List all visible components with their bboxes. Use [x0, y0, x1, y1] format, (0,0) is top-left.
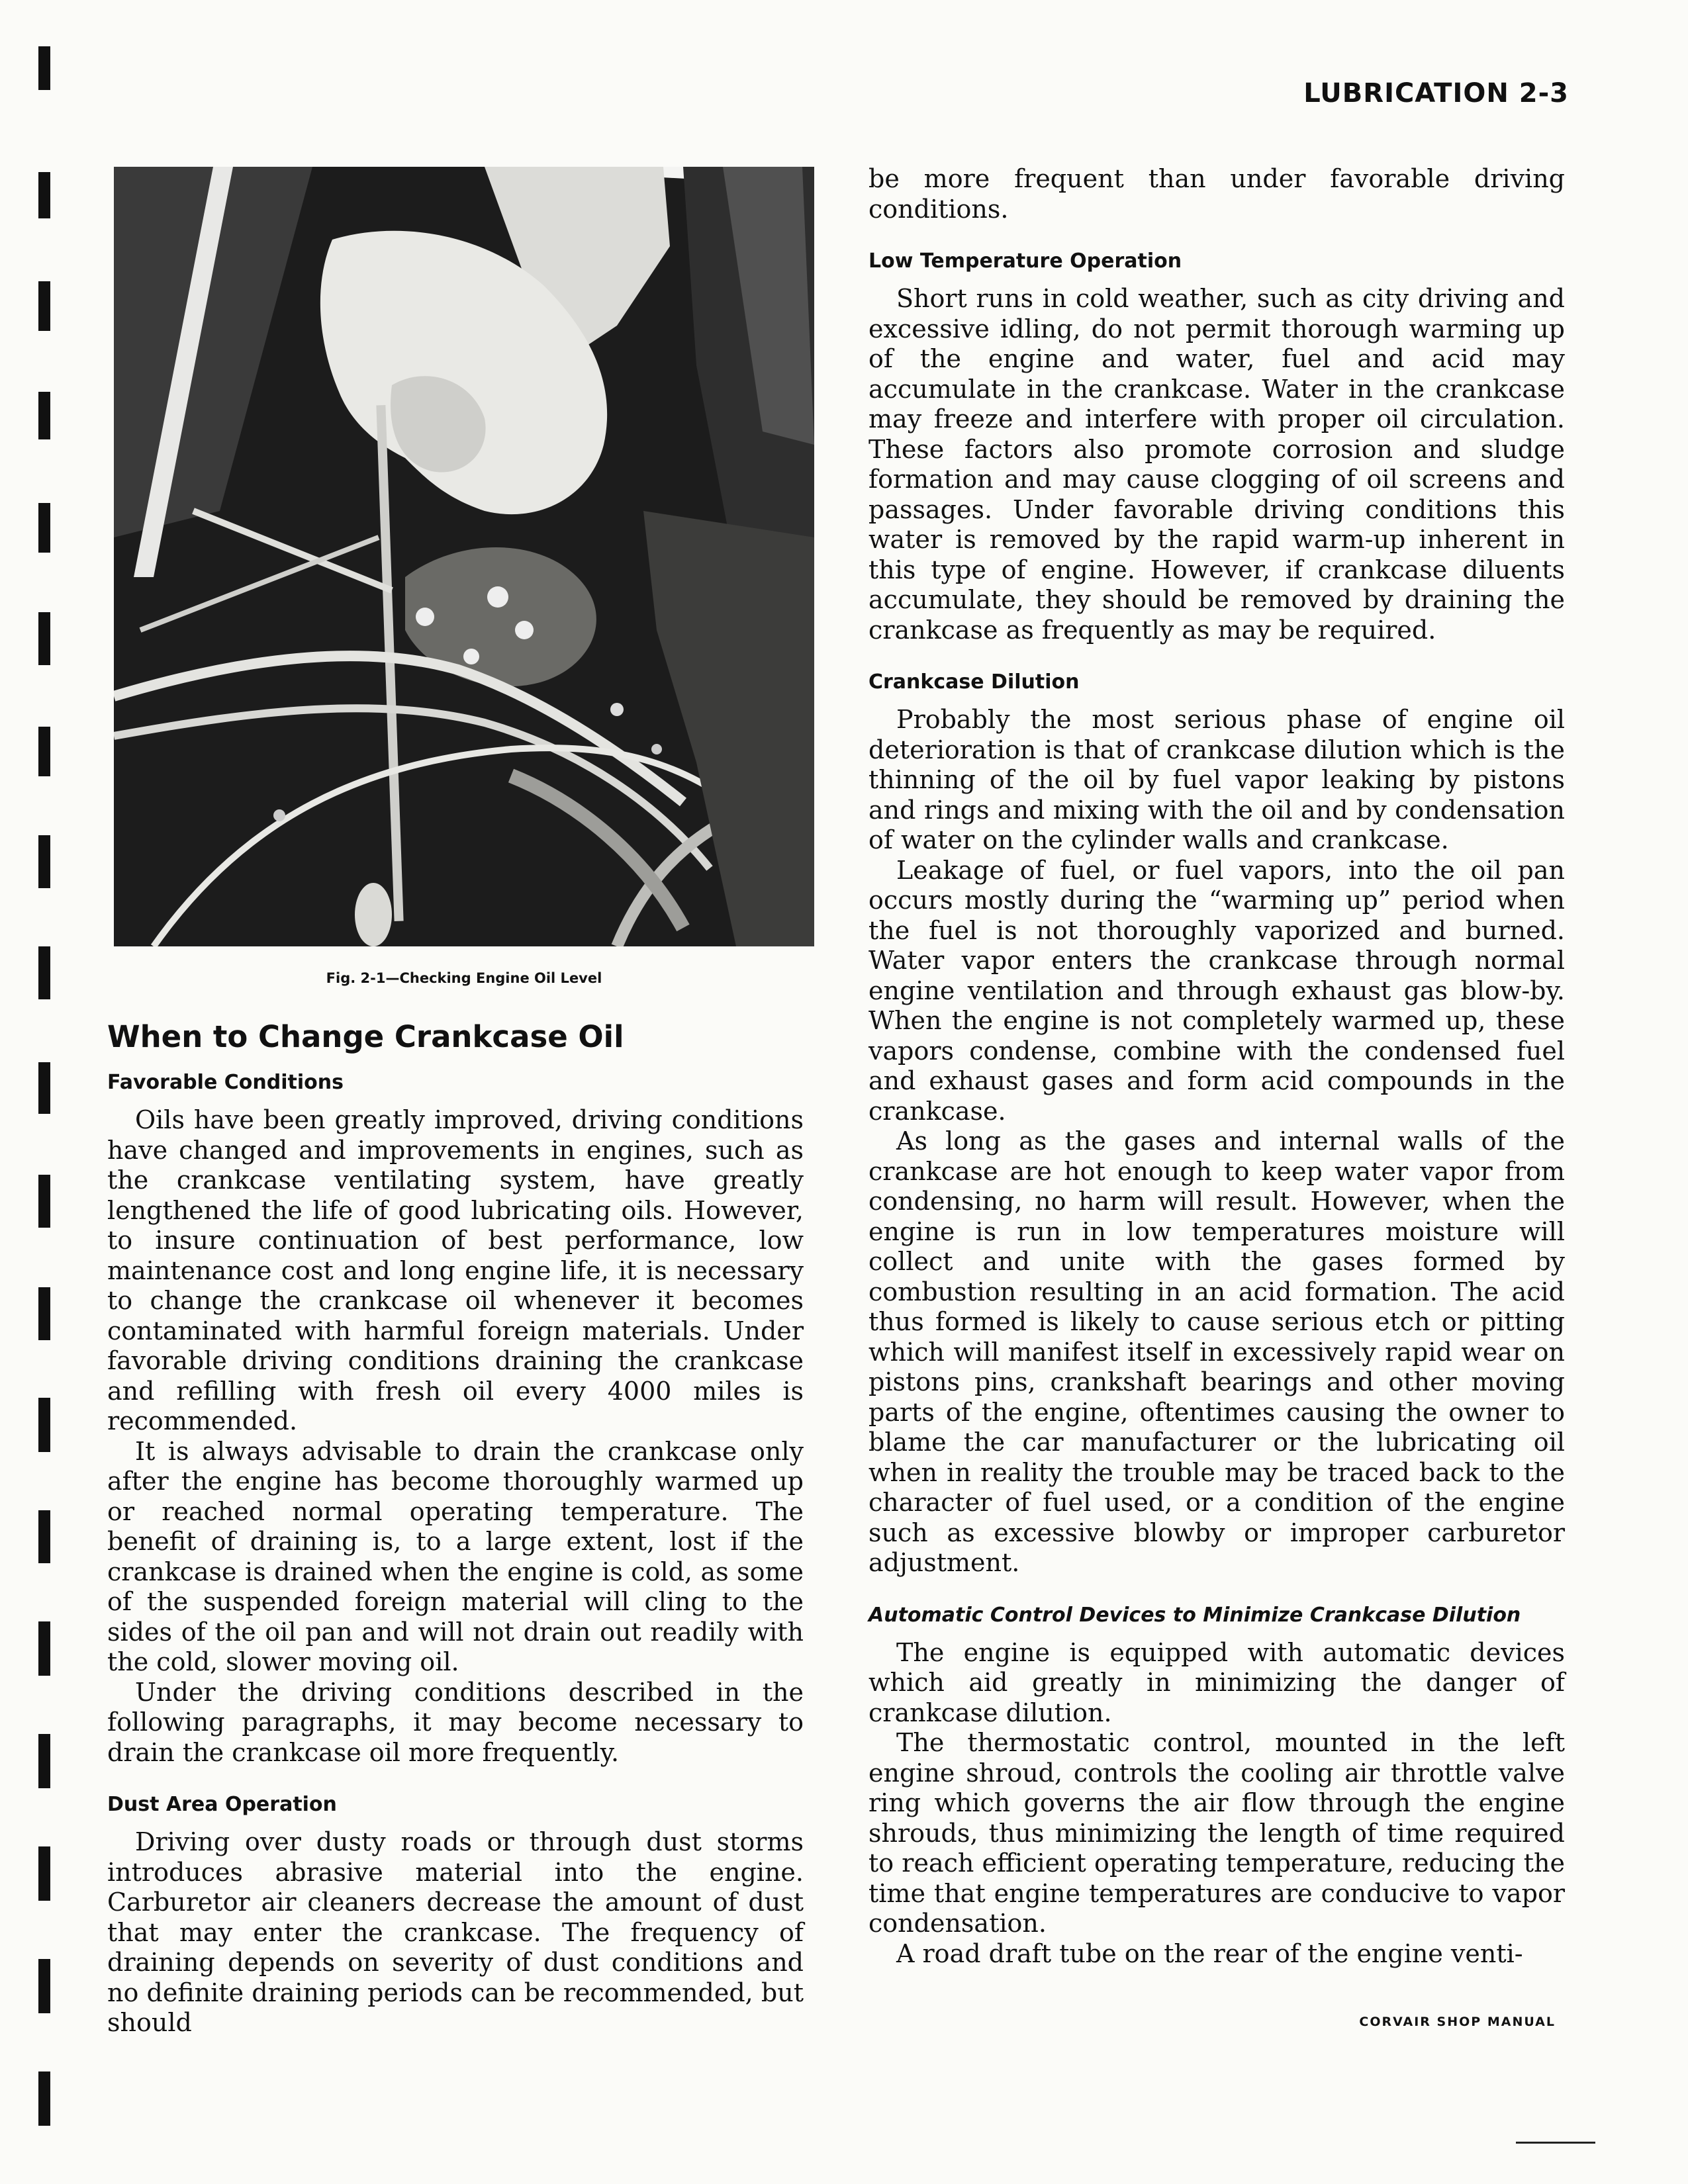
binding-mark: [38, 172, 50, 218]
binding-mark: [38, 503, 50, 553]
binding-mark: [38, 1062, 50, 1114]
binding-mark: [38, 1287, 50, 1340]
binding-mark: [38, 46, 50, 90]
binding-mark: [38, 1175, 50, 1228]
binding-mark: [38, 727, 50, 776]
right-column: [868, 164, 1565, 1969]
binding-mark: [38, 835, 50, 888]
subheading-dust-area-operation: Dust Area Operation: [107, 1793, 337, 1816]
section-heading: When to Change Crankcase Oil: [107, 1019, 624, 1054]
binding-mark: [38, 1510, 50, 1563]
paragraph: Driving over dusty roads or through dust storms introduces abrasive material into the engine. Carburetor air cleaners decrease the amount of dust that may enter the crankcase. The frequency of draining depends on severity of dust conditions and no definite draining periods can be recommended, but should: [107, 1827, 804, 2037]
binding-mark: [38, 281, 50, 331]
subheading-automatic-control-devices: Automatic Control Devices to Minimize Crankcase Dilution: [868, 1603, 1521, 1627]
figure-photo: [114, 167, 814, 946]
subheading-low-temperature-operation: Low Temperature Operation: [868, 250, 1182, 273]
binding-mark: [38, 946, 50, 999]
left-column: [107, 1019, 804, 2038]
page-header: LUBRICATION 2-3: [1303, 78, 1569, 109]
footer-rule: [1516, 2142, 1595, 2144]
binding-mark: [38, 1621, 50, 1676]
paragraph: The engine is equipped with automatic devices which aid greatly in minimizing the danger of crankcase dilution.: [868, 1637, 1565, 1727]
page-footer: CORVAIR SHOP MANUAL: [1359, 2015, 1556, 2029]
paragraph: Short runs in cold weather, such as city driving and excessive idling, do not permit thorough warming up of the engine and water, fuel and acid may accumulate in the crankcase. Water in the crankcase may freeze and interfere with proper oil circulation. These factors also promote corrosion and sludge formation and may cause clogging of oil screens and passages. Under favorable driving conditions this water is removed by the rapid warm-up inherent in this type of engine. However, if crankcase diluents accumulate, they should be removed by draining the crankcase as frequently as may be required.: [868, 284, 1565, 645]
binding-mark: [38, 1398, 50, 1452]
engine-photo-illustration: [114, 167, 814, 946]
binding-mark: [38, 1959, 50, 2013]
paragraph: It is always advisable to drain the crankcase only after the engine has become thoroughly warmed up or reached normal operating temperature. The benefit of draining is, to a large extent, lost if the crankcase is drained when the engine is cold, as some of the suspended foreign material will cling to the sides of the oil pan and will not drain out readily with the cold, slower moving oil.: [107, 1436, 804, 1676]
figure-caption: Fig. 2-1—Checking Engine Oil Level: [326, 970, 602, 986]
binding-mark: [38, 612, 50, 665]
subheading-favorable-conditions: Favorable Conditions: [107, 1071, 344, 1094]
paragraph: Probably the most serious phase of engine oil deterioration is that of crankcase dilution which is the thinning of the oil by fuel vapor leaking by pistons and rings and mixing with the oil and by condensation of water on the cylinder walls and crankcase.: [868, 705, 1565, 854]
paragraph: A road draft tube on the rear of the engine venti-: [896, 1938, 1523, 1968]
paragraph: Under the driving conditions described in the following paragraphs, it may become necessary to drain the crankcase oil more frequently.: [107, 1677, 804, 1767]
binding-mark: [38, 2071, 50, 2126]
binding-mark: [38, 1734, 50, 1788]
paragraph: As long as the gases and internal walls of the crankcase are hot enough to keep water vapor from condensing, no harm will result. However, when the engine is run in low temperatures moisture will collect and unite with the gases formed by combustion resulting in an acid formation. The acid thus formed is likely to cause serious etch or pitting which will manifest itself in excessively rapid wear on pistons pins, crankshaft bearings and other moving parts of the engine, oftentimes causing the owner to blame the car manufacturer or the lubricating oil when in reality the trouble may be traced back to the character of fuel used, or a condition of the engine such as excessive blowby or improper carburetor adjustment.: [868, 1126, 1565, 1577]
subheading-crankcase-dilution: Crankcase Dilution: [868, 670, 1080, 694]
paragraph-continuation: be more frequent than under favorable driving conditions.: [868, 164, 1565, 224]
paragraph: Leakage of fuel, or fuel vapors, into the oil pan occurs mostly during the “warming up” period when the fuel is not thoroughly vaporized and burned. Water vapor enters the crankcase through normal engine ventilation and through exhaust gas blow-by. When the engine is not completely warmed up, these vapors condense, combine with the condensed fuel and exhaust gases and form acid compounds in the crankcase.: [868, 855, 1565, 1126]
paragraph: The thermostatic control, mounted in the left engine shroud, controls the cooling air throttle valve ring which governs the air flow through the engine shrouds, thus minimizing the length of time required to reach efficient operating temperature, reducing the time that engine temperatures are conducive to vapor condensation.: [868, 1728, 1565, 1938]
binding-mark: [38, 392, 50, 439]
paragraph: Oils have been greatly improved, driving conditions have changed and improvements in engines, such as the crankcase ventilating system, have greatly lengthened the life of good lubricating oils. However, to insure continuation of best performance, low maintenance cost and long engine life, it is necessary to change the crankcase oil whenever it becomes contaminated with harmful foreign materials. Under favorable driving conditions draining the crankcase and refilling with fresh oil every 4000 miles is recommended.: [107, 1105, 804, 1435]
binding-mark: [38, 1846, 50, 1901]
